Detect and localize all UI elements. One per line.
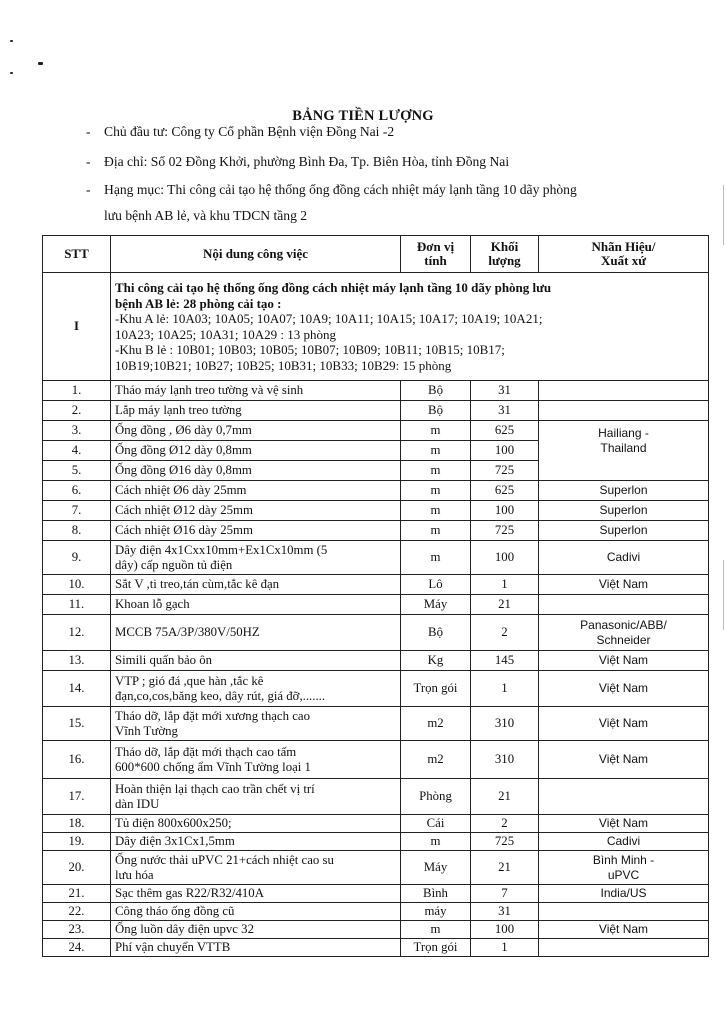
row-stt-cell: 6. xyxy=(43,481,111,501)
row-unit-cell: Kg xyxy=(401,651,471,671)
row-brand-cell xyxy=(539,461,709,481)
row-unit-cell: m xyxy=(401,501,471,521)
row-brand-cell: Hailiang - xyxy=(539,421,709,441)
row-brand-cell xyxy=(539,381,709,401)
row-unit-cell: m xyxy=(401,481,471,501)
section-description: Thi công cải tạo hệ thống ống đồng cách nhiệt máy lạnh tầng 10 dãy phòng lưu bệnh AB lẻ: 28 phòng cải tạo : -Khu A lẻ: 10A03; 10A05; 10A07; 10A9; 10A11; 10A15; 10A17; 10A19; 10A21; 10A23; 10A25; 10A31; 10A29 : 13 phòng -Khu B lẻ : 10B01; 10B03; 10B05; 10B07; 10B09; 10B11; 10B15; 10B17; 10B19;10B21; 10B27; 10B25; 10B31; 10B33; 10B29: 15 phòng xyxy=(111,273,709,381)
table-row xyxy=(43,401,709,421)
table-row xyxy=(43,921,709,939)
table-row xyxy=(43,461,709,481)
table-row xyxy=(43,521,709,541)
table-row xyxy=(43,833,709,851)
row-brand-cell: Thailand xyxy=(539,441,709,461)
row-qty-cell: 2 xyxy=(471,815,539,833)
table-row xyxy=(43,501,709,521)
row-content-cell: Công tháo ống đồng cũ xyxy=(111,903,401,921)
row-qty-cell: 625 xyxy=(471,481,539,501)
row-content-cell: Ống nước thải uPVC 21+cách nhiệt cao su lưu hóa xyxy=(111,851,401,885)
row-qty-cell: 1 xyxy=(471,575,539,595)
row-stt-cell: 22. xyxy=(43,903,111,921)
row-qty-cell: 31 xyxy=(471,903,539,921)
row-unit-cell: m xyxy=(401,833,471,851)
header-content: Nội dung công việc xyxy=(111,236,401,273)
row-stt-cell: 18. xyxy=(43,815,111,833)
table-row xyxy=(43,707,709,741)
row-content-cell: Lắp máy lạnh treo tường xyxy=(111,401,401,421)
address-line: - Địa chỉ: Số 02 Đồng Khởi, phường Bình Đa, Tp. Biên Hòa, tỉnh Đồng Nai xyxy=(86,154,510,169)
table-header-row xyxy=(43,236,709,273)
row-brand-cell: Việt Nam xyxy=(539,671,709,707)
item-text-1: Hạng mục: Thi công cải tạo hệ thống ống đồng cách nhiệt máy lạnh tầng 10 dãy phòng xyxy=(104,182,577,197)
row-unit-cell: m xyxy=(401,421,471,441)
row-brand-cell: India/US xyxy=(539,885,709,903)
row-content-cell: Cách nhiệt Ø12 dày 25mm xyxy=(111,501,401,521)
scan-speck xyxy=(10,72,13,74)
table-row xyxy=(43,671,709,707)
table-row xyxy=(43,441,709,461)
row-brand-cell xyxy=(539,939,709,957)
table-row xyxy=(43,541,709,575)
row-brand-cell xyxy=(539,401,709,421)
row-content-cell: Cách nhiệt Ø6 dày 25mm xyxy=(111,481,401,501)
row-stt-cell: 8. xyxy=(43,521,111,541)
table-row xyxy=(43,381,709,401)
row-unit-cell: m xyxy=(401,521,471,541)
row-unit-cell: m xyxy=(401,541,471,575)
row-qty-cell: 625 xyxy=(471,421,539,441)
row-unit-cell: Phòng xyxy=(401,779,471,815)
table-row xyxy=(43,741,709,779)
table-row xyxy=(43,481,709,501)
row-qty-cell: 1 xyxy=(471,671,539,707)
row-brand-cell: Superlon xyxy=(539,481,709,501)
row-brand-cell: Việt Nam xyxy=(539,815,709,833)
row-unit-cell: Cái xyxy=(401,815,471,833)
row-qty-cell: 2 xyxy=(471,615,539,651)
row-qty-cell: 31 xyxy=(471,381,539,401)
row-qty-cell: 100 xyxy=(471,501,539,521)
row-stt-cell: 23. xyxy=(43,921,111,939)
table-row xyxy=(43,615,709,651)
row-unit-cell: Bộ xyxy=(401,615,471,651)
row-stt-cell: 20. xyxy=(43,851,111,885)
row-content-cell: Phí vận chuyển VTTB xyxy=(111,939,401,957)
row-content-cell: Ống luồn dây điện upvc 32 xyxy=(111,921,401,939)
row-stt-cell: 2. xyxy=(43,401,111,421)
row-brand-cell: Panasonic/ABB/ Schneider xyxy=(539,615,709,651)
row-content-cell: Ống đồng Ø16 dày 0,8mm xyxy=(111,461,401,481)
row-unit-cell: m2 xyxy=(401,741,471,779)
row-stt-cell: 21. xyxy=(43,885,111,903)
row-unit-cell: Lô xyxy=(401,575,471,595)
table-row xyxy=(43,903,709,921)
row-brand-cell: Cadivi xyxy=(539,541,709,575)
header-stt: STT xyxy=(43,236,111,273)
row-brand-cell: Việt Nam xyxy=(539,651,709,671)
row-qty-cell: 21 xyxy=(471,779,539,815)
scan-speck xyxy=(10,40,13,42)
row-qty-cell: 725 xyxy=(471,461,539,481)
row-brand-cell xyxy=(539,903,709,921)
row-brand-cell: Việt Nam xyxy=(539,707,709,741)
row-stt-cell: 5. xyxy=(43,461,111,481)
row-qty-cell: 310 xyxy=(471,707,539,741)
row-unit-cell: Máy xyxy=(401,595,471,615)
row-qty-cell: 1 xyxy=(471,939,539,957)
row-stt-cell: 13. xyxy=(43,651,111,671)
row-content-cell: Tháo dỡ, lắp đặt mới thạch cao tấm 600*600 chống ẩm Vĩnh Tường loại 1 xyxy=(111,741,401,779)
row-qty-cell: 725 xyxy=(471,521,539,541)
row-stt-cell: 14. xyxy=(43,671,111,707)
table-row xyxy=(43,651,709,671)
row-qty-cell: 21 xyxy=(471,595,539,615)
address-text: Địa chỉ: Số 02 Đồng Khởi, phường Bình Đa, Tp. Biên Hòa, tỉnh Đồng Nai xyxy=(104,154,510,169)
row-content-cell: VTP ; gió đá ,que hàn ,tắc kê đạn,co,cos,băng keo, dây rút, giá đỡ,....... xyxy=(111,671,401,707)
row-stt-cell: 16. xyxy=(43,741,111,779)
row-stt-cell: 24. xyxy=(43,939,111,957)
row-content-cell: Dây điện 3x1Cx1,5mm xyxy=(111,833,401,851)
row-content-cell: Cách nhiệt Ø16 dày 25mm xyxy=(111,521,401,541)
row-content-cell: Tháo dỡ, lắp đặt mới xương thạch cao Vĩnh Tường xyxy=(111,707,401,741)
scan-edge xyxy=(723,185,724,245)
header-brand: Nhãn Hiệu/ Xuất xứ xyxy=(539,236,709,273)
row-content-cell: Hoàn thiện lại thạch cao trần chết vị trí dàn IDU xyxy=(111,779,401,815)
row-content-cell: Ống đồng , Ø6 dày 0,7mm xyxy=(111,421,401,441)
row-brand-cell: Việt Nam xyxy=(539,741,709,779)
row-unit-cell: Máy xyxy=(401,851,471,885)
owner-text: Chủ đầu tư: Công ty Cổ phần Bệnh viện Đồng Nai -2 xyxy=(104,124,395,139)
scan-edge xyxy=(723,560,724,630)
row-stt-cell: 19. xyxy=(43,833,111,851)
row-stt-cell: 10. xyxy=(43,575,111,595)
row-qty-cell: 100 xyxy=(471,921,539,939)
row-unit-cell: Bộ xyxy=(401,401,471,421)
row-unit-cell: Bộ xyxy=(401,381,471,401)
header-qty: Khối lượng xyxy=(471,236,539,273)
row-stt-cell: 4. xyxy=(43,441,111,461)
row-brand-cell xyxy=(539,595,709,615)
row-stt-cell: 15. xyxy=(43,707,111,741)
row-brand-cell: Cadivi xyxy=(539,833,709,851)
row-qty-cell: 31 xyxy=(471,401,539,421)
row-content-cell: Dây điện 4x1Cxx10mm+Ex1Cx10mm (5 dây) cấp nguồn tủ điện xyxy=(111,541,401,575)
section-stt: I xyxy=(43,273,111,381)
row-unit-cell: m xyxy=(401,441,471,461)
table-row xyxy=(43,939,709,957)
item-text-2: lưu bệnh AB lẻ, và khu TDCN tầng 2 xyxy=(104,208,308,223)
row-brand-cell: Việt Nam xyxy=(539,921,709,939)
row-qty-cell: 100 xyxy=(471,541,539,575)
row-unit-cell: Trọn gói xyxy=(401,939,471,957)
table-row xyxy=(43,595,709,615)
row-brand-cell: Việt Nam xyxy=(539,575,709,595)
document-title: BẢNG TIỀN LƯỢNG xyxy=(292,108,434,124)
table-row xyxy=(43,779,709,815)
row-brand-cell xyxy=(539,779,709,815)
row-unit-cell: Bình xyxy=(401,885,471,903)
row-content-cell: Ống đồng Ø12 dày 0,8mm xyxy=(111,441,401,461)
row-stt-cell: 1. xyxy=(43,381,111,401)
row-unit-cell: m2 xyxy=(401,707,471,741)
row-qty-cell: 7 xyxy=(471,885,539,903)
row-content-cell: Simili quấn bảo ôn xyxy=(111,651,401,671)
row-stt-cell: 7. xyxy=(43,501,111,521)
table-row xyxy=(43,815,709,833)
row-stt-cell: 3. xyxy=(43,421,111,441)
quantity-table xyxy=(42,235,709,957)
table-row xyxy=(43,885,709,903)
row-qty-cell: 21 xyxy=(471,851,539,885)
row-qty-cell: 145 xyxy=(471,651,539,671)
row-unit-cell: máy xyxy=(401,903,471,921)
row-qty-cell: 100 xyxy=(471,441,539,461)
row-content-cell: Sắt V ,ti treo,tán cùm,tắc kê đạn xyxy=(111,575,401,595)
item-line: - Hạng mục: Thi công cải tạo hệ thống ống đồng cách nhiệt máy lạnh tầng 10 dãy phòng lưu bệnh AB lẻ, và khu TDCN tầng 2 xyxy=(86,180,577,226)
row-brand-cell: Bình Minh - uPVC xyxy=(539,851,709,885)
row-unit-cell: m xyxy=(401,921,471,939)
table-row xyxy=(43,851,709,885)
row-unit-cell: Trọn gói xyxy=(401,671,471,707)
row-content-cell: Khoan lỗ gạch xyxy=(111,595,401,615)
owner-line: - Chủ đầu tư: Công ty Cổ phần Bệnh viện Đồng Nai -2 xyxy=(86,124,395,139)
section-row xyxy=(43,273,709,381)
table-row xyxy=(43,421,709,441)
row-qty-cell: 310 xyxy=(471,741,539,779)
row-stt-cell: 11. xyxy=(43,595,111,615)
row-content-cell: MCCB 75A/3P/380V/50HZ xyxy=(111,615,401,651)
table-row xyxy=(43,575,709,595)
row-qty-cell: 725 xyxy=(471,833,539,851)
row-stt-cell: 9. xyxy=(43,541,111,575)
row-brand-cell: Superlon xyxy=(539,521,709,541)
row-content-cell: Sạc thêm gas R22/R32/410A xyxy=(111,885,401,903)
row-unit-cell: m xyxy=(401,461,471,481)
scan-speck xyxy=(38,62,43,65)
row-brand-cell: Superlon xyxy=(539,501,709,521)
row-content-cell: Tủ điện 800x600x250; xyxy=(111,815,401,833)
row-stt-cell: 17. xyxy=(43,779,111,815)
header-unit: Đơn vị tính xyxy=(401,236,471,273)
row-content-cell: Tháo máy lạnh treo tường và vệ sinh xyxy=(111,381,401,401)
row-stt-cell: 12. xyxy=(43,615,111,651)
